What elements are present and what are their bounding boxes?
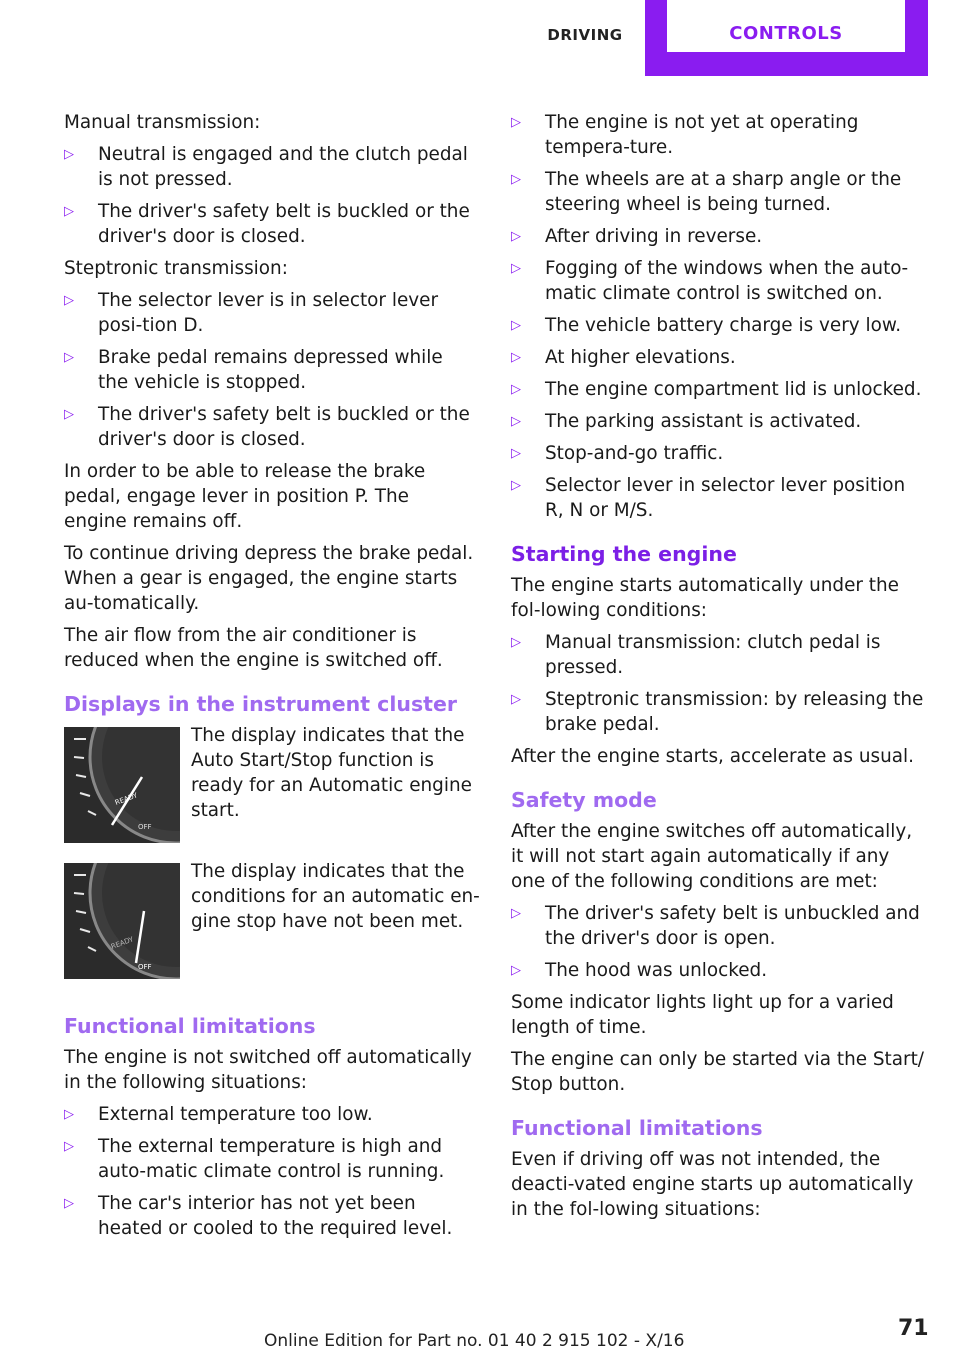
triangle-bullet-icon: ▷ [511, 350, 521, 365]
list-item: ▷ The engine is not yet at operating tempera‐ture. [511, 112, 859, 158]
list-item: ▷ Brake pedal remains depressed while the vehicle is stopped. [64, 347, 443, 393]
triangle-bullet-icon: ▷ [511, 414, 521, 429]
limits-heading: Functional limitations [64, 1014, 316, 1038]
right-column [511, 110, 929, 1229]
limits2-heading: Functional limitations [511, 1116, 763, 1140]
gauge-ready-image [64, 727, 180, 843]
paragraph: After the engine starts, accelerate as usual. [511, 746, 914, 767]
paragraph: Some indicator lights light up for a varied length of time. [511, 992, 894, 1038]
limits2-intro: Even if driving off was not intended, the deacti‐vated engine starts up automatically in the fol‐lowing situations: [511, 1149, 914, 1220]
limits-intro: The engine is not switched off automatically in the following situations: [64, 1047, 472, 1093]
gauge-ready-label: READY [109, 935, 135, 951]
display-not-met [64, 859, 480, 995]
limits-continued-list [511, 110, 929, 523]
list-item: ▷ At higher elevations. [511, 347, 736, 368]
list-item: ▷ The engine compartment lid is unlocked. [511, 379, 922, 400]
list-item: ▷ Neutral is engaged and the clutch pedal is not pressed. [64, 144, 468, 190]
gauge-off-label: OFF [138, 823, 152, 831]
safety-intro: After the engine switches off automatically, it will not start again automatically if any one of the following conditions are met: [511, 821, 913, 892]
triangle-bullet-icon: ▷ [511, 906, 521, 921]
left-column [64, 110, 480, 1248]
list-item: ▷ The parking assistant is activated. [511, 411, 862, 432]
page-number: 71 [898, 1316, 929, 1341]
list-item: ▷ The wheels are at a sharp angle or the steering wheel is being turned. [511, 169, 902, 215]
list-item: ▷ External temperature too low. [64, 1104, 373, 1125]
list-item: ▷ Manual transmission: clutch pedal is pressed. [511, 632, 881, 678]
manual-title: Manual transmission: [64, 112, 261, 133]
triangle-bullet-icon: ▷ [511, 115, 521, 130]
list-item: ▷ The selector lever is in selector lever posi‐tion D. [64, 290, 439, 336]
steptronic-list [64, 288, 476, 452]
list-item: ▷ The driver's safety belt is buckled or the driver's door is closed. [64, 201, 470, 247]
steptronic-title: Steptronic transmission: [64, 258, 288, 279]
list-item: ▷ The car's interior has not yet been heated or cooled to the required level. [64, 1193, 453, 1239]
triangle-bullet-icon: ▷ [511, 478, 521, 493]
section-tab-label: CONTROLS [667, 0, 905, 52]
triangle-bullet-icon: ▷ [511, 229, 521, 244]
starting-intro: The engine starts automatically under the fol‐lowing conditions: [511, 575, 899, 621]
triangle-bullet-icon: ▷ [64, 407, 74, 422]
gauge-off-label: OFF [138, 963, 152, 971]
list-item: ▷ The hood was unlocked. [511, 960, 768, 981]
list-item: ▷ Stop-and-go traffic. [511, 443, 724, 464]
list-item: ▷ Fogging of the windows when the auto‐matic climate control is switched on. [511, 258, 909, 304]
list-item: ▷ The driver's safety belt is buckled or the driver's door is closed. [64, 404, 470, 450]
list-item: ▷ After driving in reverse. [511, 226, 763, 247]
paragraph: In order to be able to release the brake pedal, engage lever in position P. The engine remains off. [64, 461, 426, 532]
paragraph: The engine can only be started via the Start/ Stop button. [511, 1049, 925, 1095]
triangle-bullet-icon: ▷ [64, 147, 74, 162]
triangle-bullet-icon: ▷ [511, 692, 521, 707]
displays-heading: Displays in the instrument cluster [64, 692, 457, 716]
triangle-bullet-icon: ▷ [64, 204, 74, 219]
triangle-bullet-icon: ▷ [511, 382, 521, 397]
safety-list [511, 901, 929, 983]
display-not-met-text: The display indicates that the conditions for an automatic en‐gine stop have not been met. [191, 861, 480, 932]
starting-heading: Starting the engine [511, 542, 737, 566]
list-item: ▷ Selector lever in selector lever position R, N or M/S. [511, 475, 906, 521]
section-label: DRIVING [547, 26, 623, 44]
triangle-bullet-icon: ▷ [64, 1196, 74, 1211]
paragraph: To continue driving depress the brake pedal. When a gear is engaged, the engine starts au‐tomatically. [64, 543, 474, 614]
triangle-bullet-icon: ▷ [511, 172, 521, 187]
triangle-bullet-icon: ▷ [64, 293, 74, 308]
gauge-ready-label: READY [113, 791, 139, 807]
triangle-bullet-icon: ▷ [64, 1139, 74, 1154]
manual-list [64, 142, 476, 249]
display-ready-text: The display indicates that the Auto Start/Stop function is ready for an Automatic engine start. [191, 725, 472, 821]
triangle-bullet-icon: ▷ [511, 446, 521, 461]
triangle-bullet-icon: ▷ [511, 318, 521, 333]
safety-heading: Safety mode [511, 788, 657, 812]
footer-edition: Online Edition for Part no. 01 40 2 915 102 - X/16 [264, 1331, 685, 1351]
list-item: ▷ The external temperature is high and auto‐matic climate control is running. [64, 1136, 445, 1182]
triangle-bullet-icon: ▷ [511, 635, 521, 650]
triangle-bullet-icon: ▷ [511, 963, 521, 978]
triangle-bullet-icon: ▷ [511, 261, 521, 276]
triangle-bullet-icon: ▷ [64, 350, 74, 365]
gauge-not-met-image [64, 863, 180, 979]
list-item: ▷ The driver's safety belt is unbuckled and the driver's door is open. [511, 903, 920, 949]
triangle-bullet-icon: ▷ [64, 1107, 74, 1122]
limits-list [64, 1102, 476, 1241]
paragraph: The air flow from the air conditioner is reduced when the engine is switched off. [64, 625, 443, 671]
starting-list [511, 630, 929, 737]
display-ready [64, 723, 476, 859]
list-item: ▷ Steptronic transmission: by releasing the brake pedal. [511, 689, 924, 735]
list-item: ▷ The vehicle battery charge is very low. [511, 315, 902, 336]
section-tab [645, 0, 928, 76]
